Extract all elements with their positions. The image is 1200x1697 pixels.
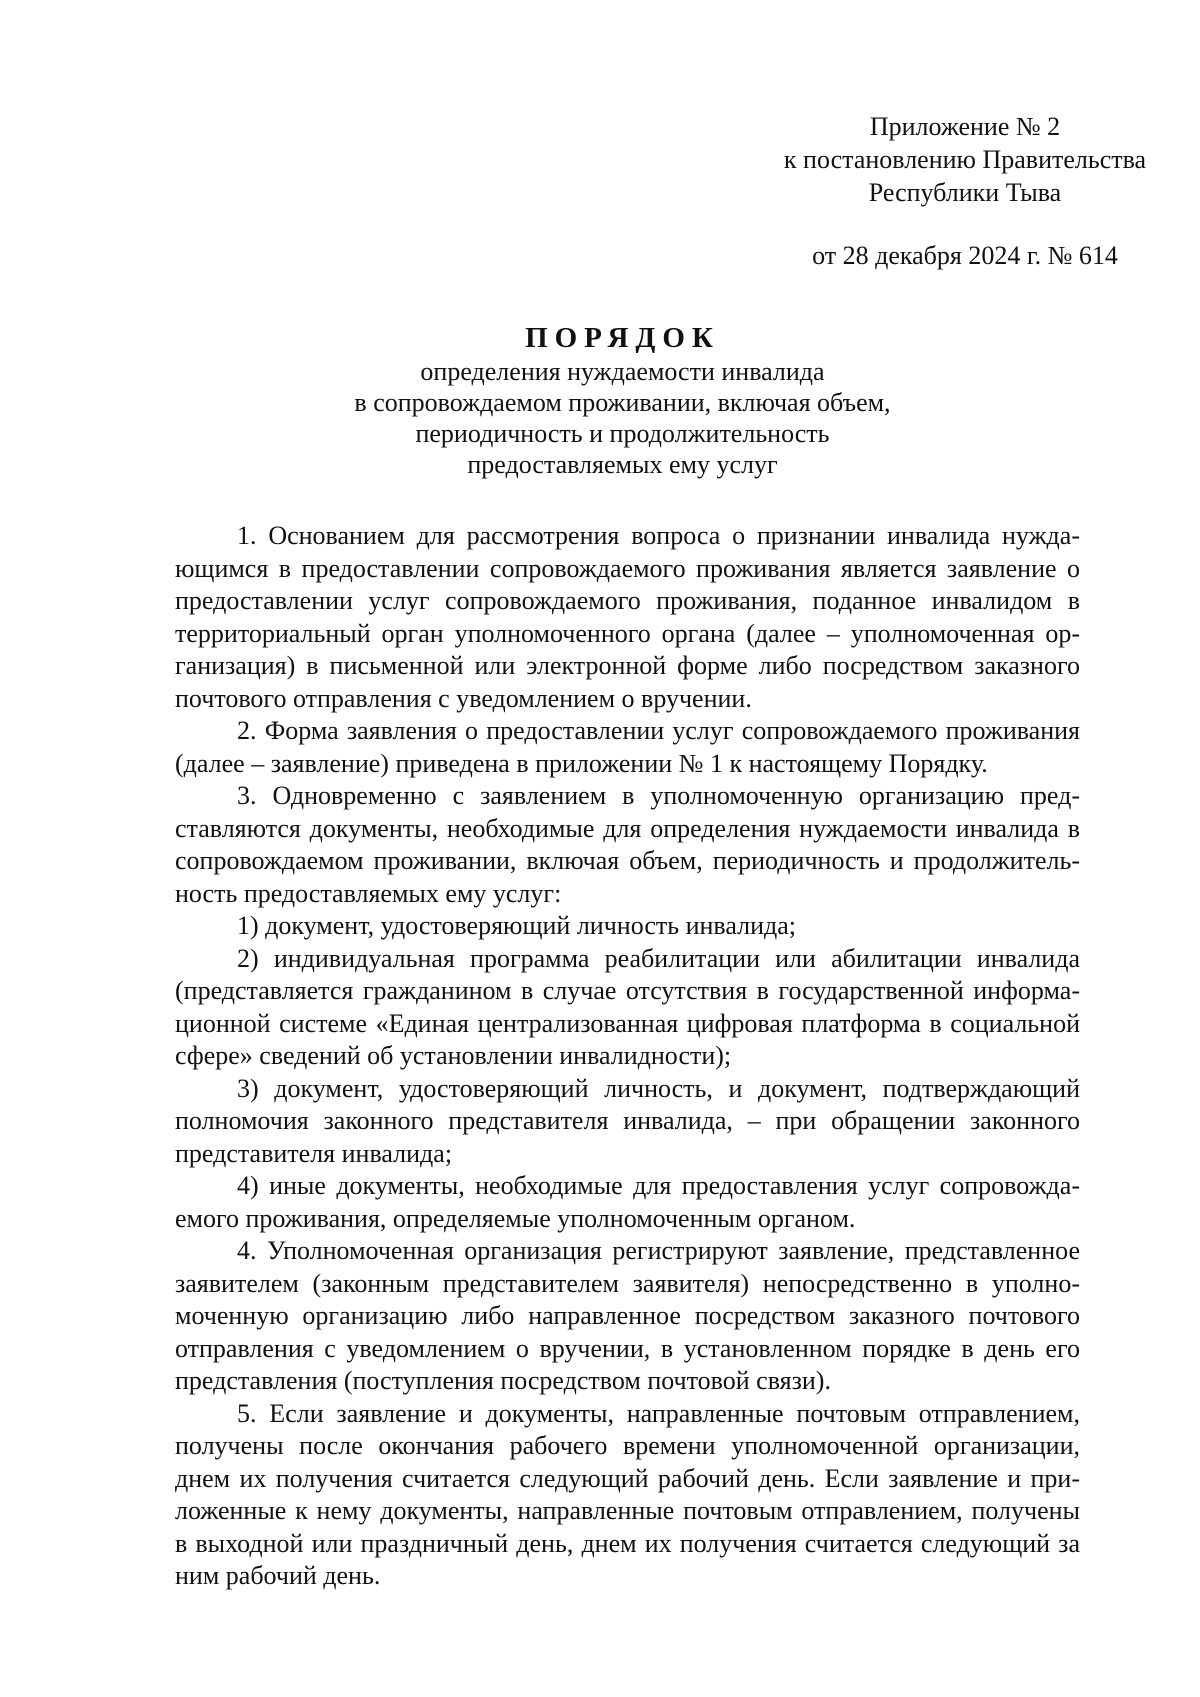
document-subtitle bbox=[165, 356, 1080, 480]
document-body bbox=[175, 520, 1080, 1593]
paragraph-3: 3. Одновременно с заявлением в уполномоченную организацию представляются документы, необходимые для определения нуждаемости инвалида в сопровождаемом проживании, включая объем, периодичность и продолжительность предоставляемых ему услуг: bbox=[175, 781, 1080, 908]
appendix-header bbox=[755, 110, 1147, 272]
appendix-region: Республики Тыва bbox=[868, 178, 1062, 207]
paragraph-1: 1. Основанием для рассмотрения вопроса о признании инвалида нуждающимся в предоставлении сопровождаемого проживания является заявление о предоставлении услуг сопровождаемого проживания, поданное инвалидом в территориальный орган уполномоченного органа (далее – уполномоченная организация) в письменной или электронной форме либо посредством заказного почтового отправления с уведомлением о вручении. bbox=[175, 521, 1080, 713]
paragraph-3-item-2: 2) индивидуальная программа реабилитации или абилитации инвалида (представляется гражданином в случае отсутствия в государственной информационной системе «Единая централизованная цифровая платформа в социальной сфере» сведений об установлении инвалидности); bbox=[175, 943, 1080, 1070]
paragraph-3-item-4: 4) иные документы, необходимые для предоставления услуг сопровождаемого проживания, определяемые уполномоченным органом. bbox=[175, 1171, 1080, 1233]
subtitle-line-1: определения нуждаемости инвалида bbox=[420, 357, 825, 386]
document-title: ПОРЯДОК bbox=[525, 322, 720, 354]
subtitle-line-2: в сопровождаемом проживании, включая объем, bbox=[354, 388, 891, 417]
appendix-date: от 28 декабря 2024 г. № 614 bbox=[812, 241, 1118, 270]
appendix-decree-ref: к постановлению Правительства bbox=[783, 145, 1147, 174]
paragraph-3-item-3: 3) документ, удостоверяющий личность, и документ, подтверждающий полномочия законного представителя инвалида, – при обращении законного представителя инвалида; bbox=[175, 1073, 1080, 1168]
title-block bbox=[165, 320, 1080, 480]
paragraph-2: 2. Форма заявления о предоставлении услуг сопровождаемого проживания (далее – заявление) приведена в приложении № 1 к настоящему Порядку. bbox=[175, 716, 1080, 778]
subtitle-line-3: периодичность и продолжительность bbox=[415, 419, 830, 448]
subtitle-line-4: предоставляемых ему услуг bbox=[467, 450, 778, 479]
paragraph-3-item-1: 1) документ, удостоверяющий личность инвалида; bbox=[237, 911, 797, 940]
paragraph-4: 4. Уполномоченная организация регистрируют заявление, представленное заявителем (законным представителем заявителя) непосредственно в уполномоченную организацию либо направленное посредством заказного почтового отправления с уведомлением о вручении, в установленном порядке в день его представления (поступления посредством почтовой связи). bbox=[175, 1236, 1080, 1395]
appendix-number: Приложение № 2 bbox=[869, 112, 1061, 141]
paragraph-5: 5. Если заявление и документы, направленные почтовым отправлением, получены после окончания рабочего времени уполномоченной организации, днем их получения считается следующий рабочий день. Если заявление и приложенные к нему документы, направленные почтовым отправлением, получены в выходной или праздничный день, днем их получения считается следующий за ним рабочий день. bbox=[175, 1398, 1080, 1590]
